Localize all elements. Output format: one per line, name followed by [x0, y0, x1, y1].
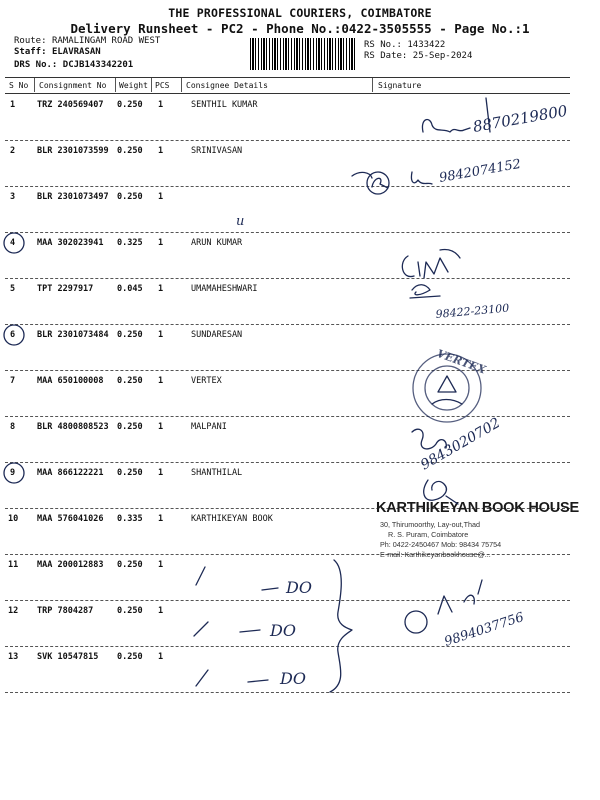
col-consignment: Consignment No: [39, 81, 107, 90]
circle-mark: [4, 233, 24, 253]
stamp-city: R. S. Puram, Coimbatore: [388, 530, 469, 539]
circle-mark: [4, 463, 24, 483]
handwritten-phone: 9894037756: [442, 609, 526, 650]
ditto-mark: DO: [286, 578, 312, 597]
row-consignment: BLR 4800808523: [37, 422, 109, 432]
rs-no-label: RS No.:: [364, 40, 402, 50]
signature-mark: [438, 580, 482, 614]
signature-mark: [424, 480, 458, 504]
row-sno: 5: [10, 284, 16, 294]
row-consignee: KARTHIKEYAN BOOK: [191, 514, 273, 524]
row-consignee: SUNDARESAN: [191, 330, 243, 340]
row-weight: 0.250: [117, 376, 143, 386]
row-consignee: SENTHIL KUMAR: [191, 100, 258, 110]
row-consignment: MAA 302023941: [37, 238, 104, 248]
row-pcs: 1: [158, 652, 164, 662]
row-sno: 10: [8, 514, 19, 524]
row-pcs: 1: [158, 606, 164, 616]
circle-mark: [405, 611, 427, 633]
row-consignment: TPT 2297917: [37, 284, 94, 294]
row-pcs: 1: [158, 560, 164, 570]
company-name: THE PROFESSIONAL COURIERS, COIMBATORE: [168, 6, 432, 20]
row-consignment: MAA 200012883: [37, 560, 104, 570]
row-pcs: 1: [158, 192, 164, 202]
row-sno: 12: [8, 606, 19, 616]
row-sno: 11: [8, 560, 19, 570]
row-consignment: BLR 2301073484: [37, 330, 109, 340]
staff-label: Staff:: [14, 47, 47, 57]
row-pcs: 1: [158, 376, 164, 386]
row-pcs: 1: [158, 422, 164, 432]
col-sno: S No: [9, 81, 29, 90]
signature-mark: [352, 172, 432, 188]
rs-date-label: RS Date:: [364, 51, 408, 61]
row-consignment: SVK 10547815: [37, 652, 99, 662]
col-signature: Signature: [378, 81, 422, 90]
stamp-address: 30, Thirumoorthy, Lay-out,Thad: [380, 520, 481, 529]
rs-no-value: 1433422: [407, 40, 446, 50]
stamp-phone: Ph: 0422-2450467 Mob: 98434 75754: [380, 540, 502, 549]
row-sno: 6: [10, 330, 16, 340]
col-weight: Weight: [119, 81, 148, 90]
circle-mark: [4, 325, 24, 345]
vertex-stamp-text: VERTEX: [435, 346, 488, 377]
row-consignee: MALPANI: [191, 422, 227, 432]
ditto-stroke: [196, 567, 278, 590]
handwritten-phone: 9843020702: [418, 415, 504, 474]
row-weight: 0.250: [117, 192, 143, 202]
row-weight: 0.250: [117, 100, 143, 110]
row-weight: 0.250: [117, 422, 143, 432]
row-consignee: SHANTHILAL: [191, 468, 243, 478]
row-pcs: 1: [158, 514, 164, 524]
row-consignment: TRZ 240569407: [37, 100, 104, 110]
row-consignment: BLR 2301073497: [37, 192, 109, 202]
ditto-stroke: [196, 670, 268, 686]
row-consignment: BLR 2301073599: [37, 146, 109, 156]
row-weight: 0.250: [117, 330, 143, 340]
row-weight: 0.250: [117, 652, 143, 662]
row-consignment: MAA 650100008: [37, 376, 104, 386]
row-weight: 0.250: [117, 146, 143, 156]
row-weight: 0.250: [117, 560, 143, 570]
route-value: RAMALINGAM ROAD WEST: [51, 36, 161, 46]
col-pcs: PCS: [155, 81, 170, 90]
brace-mark: [330, 560, 352, 692]
signature-mark: [410, 285, 440, 298]
row-consignment: TRP 7804287: [37, 606, 94, 616]
drs-label: DRS No.:: [14, 60, 58, 70]
row-sno: 9: [10, 468, 16, 478]
row-sno: 1: [10, 100, 16, 110]
row-sno: 4: [10, 238, 16, 248]
row-pcs: 1: [158, 238, 164, 248]
col-consignee: Consignee Details: [186, 81, 268, 90]
row-pcs: 1: [158, 284, 164, 294]
drs-value: DCJB143342201: [62, 60, 134, 70]
row-weight: 0.250: [117, 468, 143, 478]
row-sno: 3: [10, 192, 16, 202]
row-pcs: 1: [158, 146, 164, 156]
row-pcs: 1: [158, 330, 164, 340]
handwritten-phone: 9842074152: [438, 156, 523, 186]
handwritten-phone: 98422-23100: [435, 301, 510, 321]
stamp-company-name: KARTHIKEYAN BOOK HOUSE: [376, 500, 579, 516]
row-consignee: SRINIVASAN: [191, 146, 243, 156]
row-sno: 8: [10, 422, 16, 432]
runsheet-title: Delivery Runsheet - PC2 - Phone No.:0422-3505555 - Page No.:1: [70, 21, 530, 36]
staff-value: ELAVRASAN: [51, 47, 101, 57]
handwritten-mark: u: [236, 214, 245, 229]
row-pcs: 1: [158, 100, 164, 110]
route-label: Route:: [14, 36, 47, 46]
row-consignment: MAA 576041026: [37, 514, 104, 524]
row-consignee: VERTEX: [191, 376, 222, 386]
row-sno: 13: [8, 652, 19, 662]
row-weight: 0.335: [117, 514, 143, 524]
ditto-mark: DO: [280, 669, 306, 688]
row-pcs: 1: [158, 468, 164, 478]
vertex-stamp-inner: [425, 366, 469, 410]
ditto-mark: DO: [270, 621, 296, 640]
row-sno: 7: [10, 376, 16, 386]
handwritten-phone: 8870219800: [471, 101, 569, 136]
row-consignment: MAA 866122221: [37, 468, 104, 478]
stamp-email: E-mail: Karthikeyanbookhouse@...: [380, 550, 491, 559]
row-weight: 0.250: [117, 606, 143, 616]
row-consignee: UMAMAHESHWARI: [191, 284, 258, 294]
row-weight: 0.325: [117, 238, 143, 248]
row-weight: 0.045: [117, 284, 143, 294]
ditto-stroke: [194, 622, 260, 636]
row-sno: 2: [10, 146, 16, 156]
vertex-stamp-emblem: [432, 376, 462, 404]
signature-mark: [402, 249, 460, 278]
rs-date-value: 25-Sep-2024: [412, 51, 473, 61]
row-consignee: ARUN KUMAR: [191, 238, 243, 248]
